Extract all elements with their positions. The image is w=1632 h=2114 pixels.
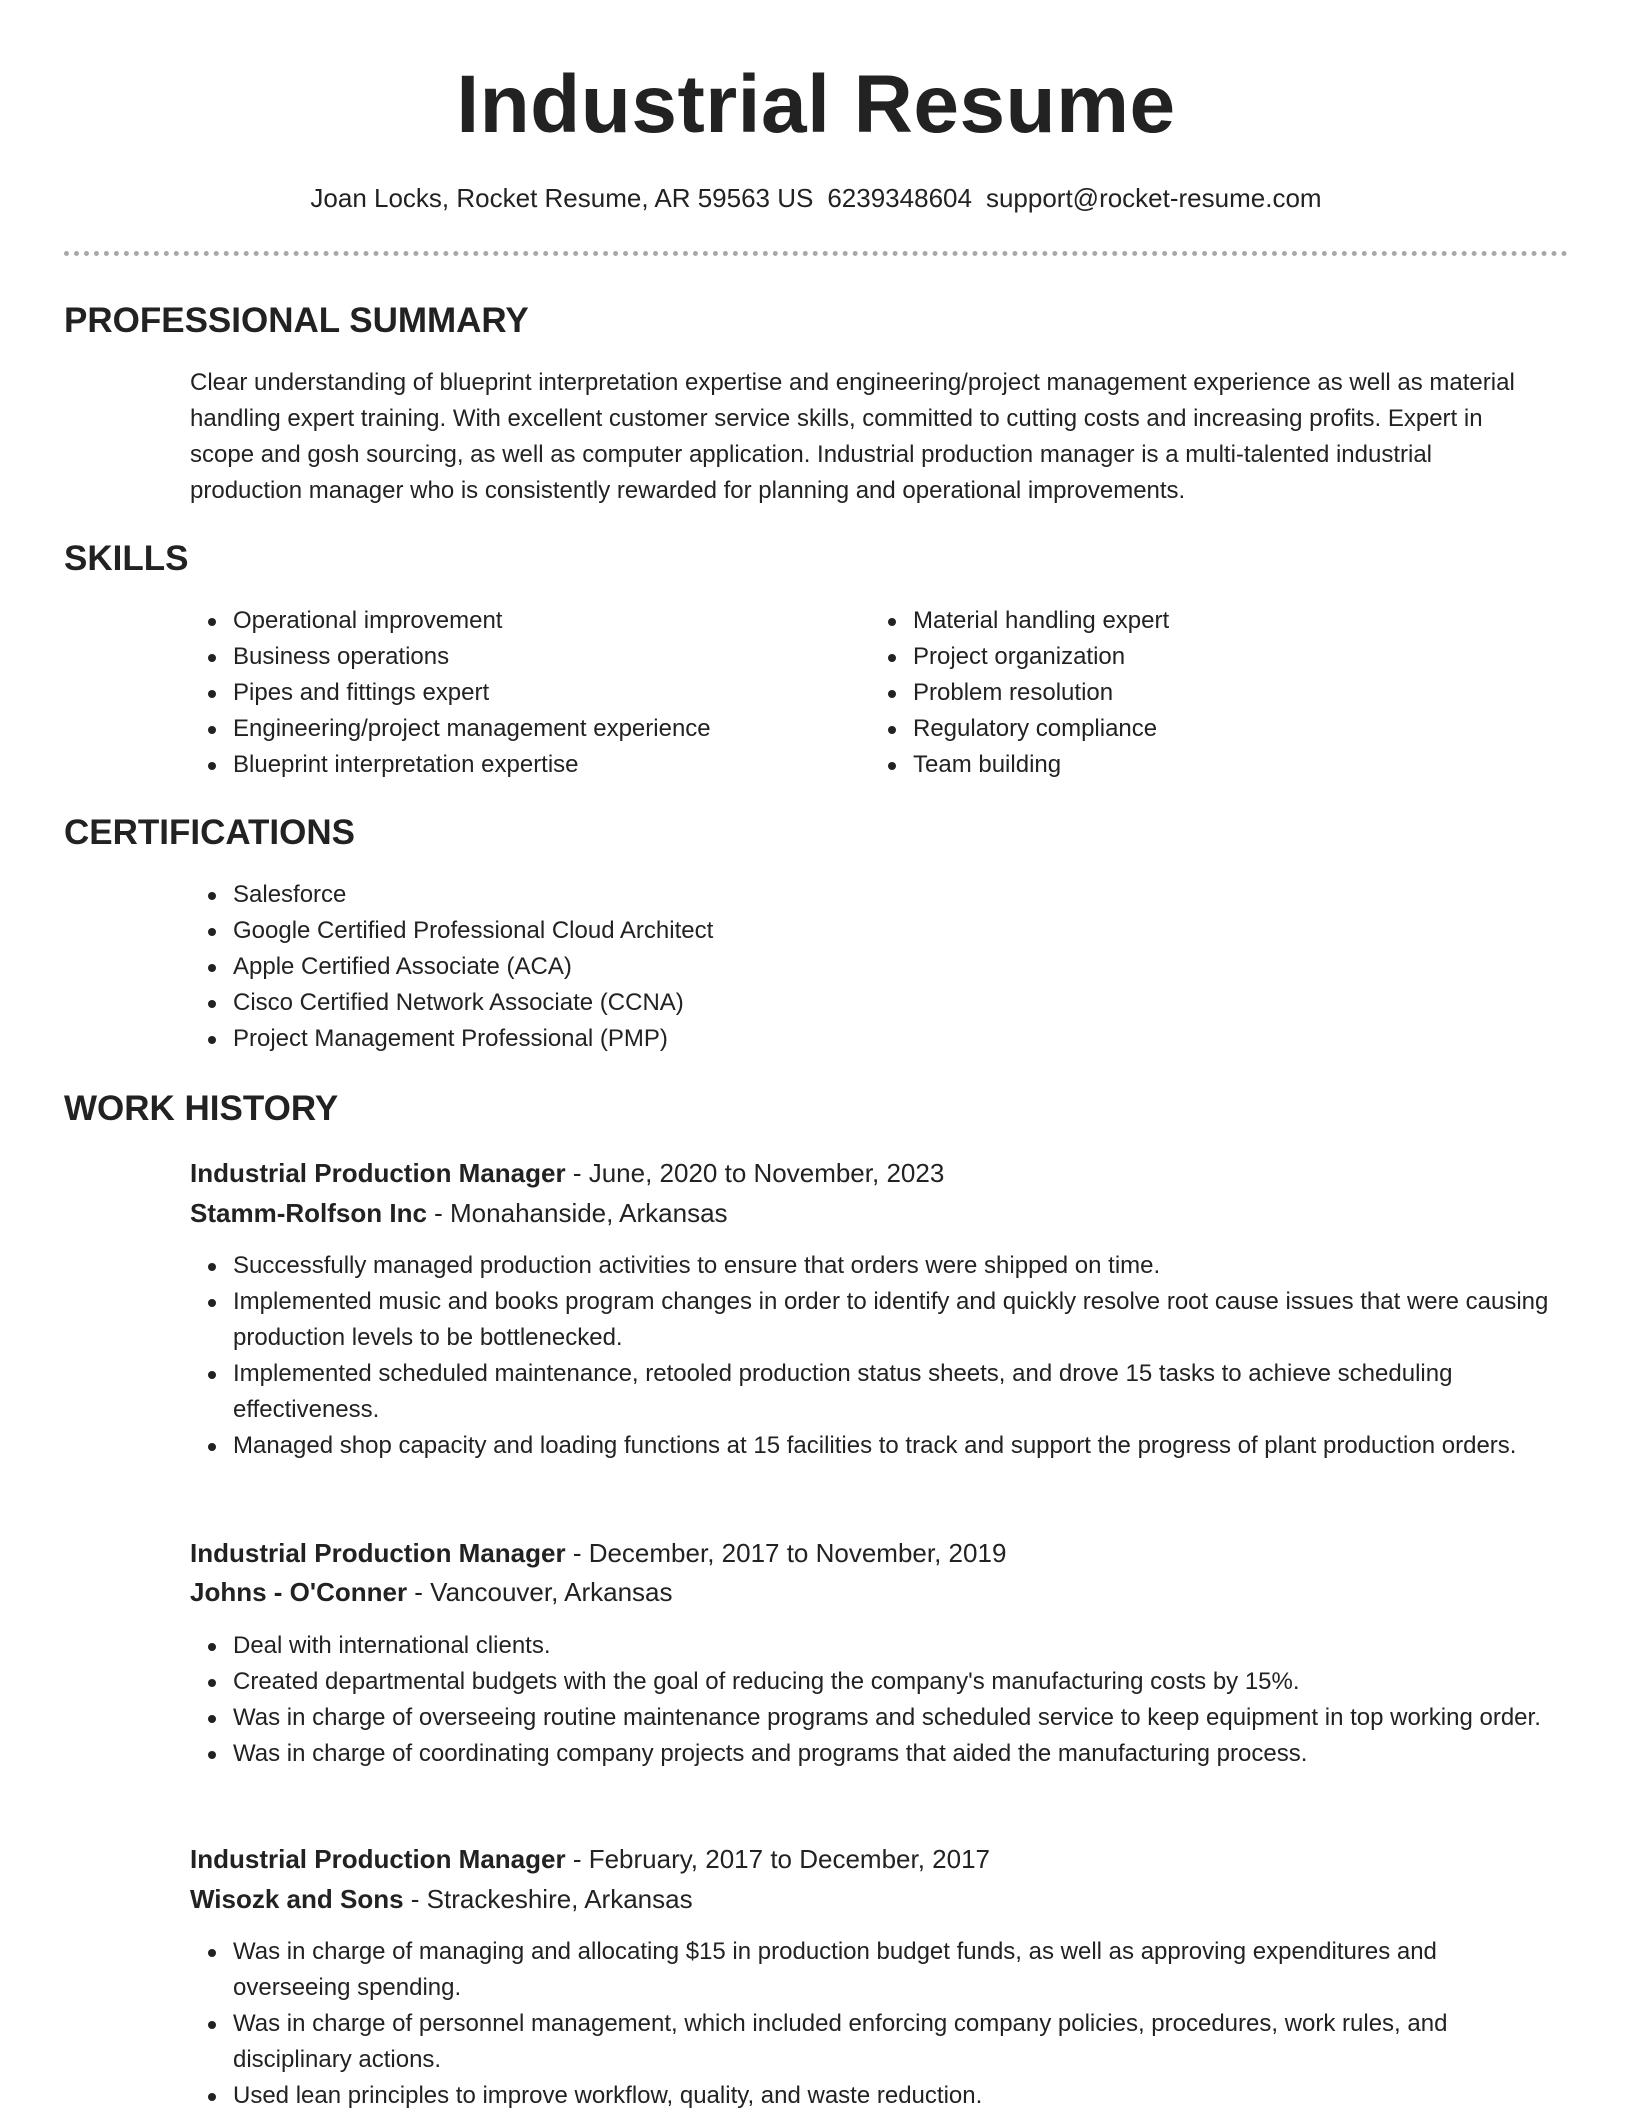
- skills-list-right: [870, 603, 1530, 783]
- job-bullet: Deal with international clients.: [190, 1628, 1550, 1664]
- job-company-line: [190, 1574, 673, 1610]
- job-bullet: Implemented scheduled maintenance, retooled production status sheets, and drove 15 tasks to achieve scheduling effectiveness.: [190, 1356, 1550, 1428]
- job-title-line: [190, 1535, 1006, 1571]
- summary-heading: PROFESSIONAL SUMMARY: [64, 301, 529, 340]
- certification-item: Salesforce: [190, 877, 1290, 913]
- skill-item: Business operations: [190, 639, 850, 675]
- certifications-heading: CERTIFICATIONS: [64, 813, 356, 852]
- job-bullet: Was in charge of coordinating company projects and programs that aided the manufacturing process.: [190, 1736, 1550, 1772]
- skills-list-left: [190, 603, 850, 783]
- certifications-list: [190, 877, 1290, 1057]
- certification-item: Cisco Certified Network Associate (CCNA): [190, 985, 1290, 1021]
- job-title: Industrial Production Manager: [190, 1844, 566, 1874]
- contact-phone: 6239348604: [827, 183, 972, 213]
- certification-item: Apple Certified Associate (ACA): [190, 949, 1290, 985]
- resume-title: Industrial Resume: [456, 59, 1176, 150]
- contact-line: [0, 180, 1632, 216]
- job-title-line: [190, 1841, 990, 1877]
- job-dates: - February, 2017 to December, 2017: [565, 1844, 991, 1874]
- skills-heading: SKILLS: [64, 539, 189, 578]
- job-location: - Vancouver, Arkansas: [407, 1577, 673, 1607]
- job-location: - Strackeshire, Arkansas: [403, 1884, 693, 1914]
- job-company-line: [190, 1195, 728, 1231]
- job-location: - Monahanside, Arkansas: [426, 1198, 728, 1228]
- contact-address: Joan Locks, Rocket Resume, AR 59563 US: [310, 183, 814, 213]
- skill-item: Blueprint interpretation expertise: [190, 747, 850, 783]
- job-bullet: Was in charge of personnel management, which included enforcing company policies, procedures, work rules, and disciplinary actions.: [190, 2006, 1550, 2078]
- job-bullet: Created departmental budgets with the goal of reducing the company's manufacturing costs by 15%.: [190, 1664, 1550, 1700]
- summary-text: Clear understanding of blueprint interpretation expertise and engineering/project management experience as well as material handling expert training. With excellent customer service skills, committed to cutting costs and increasing profits. Expert in scope and gosh sourcing, as well as computer application. Industrial production manager is a multi-talented industrial production manager who is consistently rewarded for planning and operational improvements.: [190, 369, 1515, 504]
- skill-item: Project organization: [870, 639, 1530, 675]
- skill-item: Team building: [870, 747, 1530, 783]
- skill-item: Problem resolution: [870, 675, 1530, 711]
- job-title: Industrial Production Manager: [190, 1538, 566, 1568]
- job-company: Wisozk and Sons: [190, 1884, 404, 1914]
- job-title-line: [190, 1155, 944, 1191]
- skill-item: Regulatory compliance: [870, 711, 1530, 747]
- skill-item: Pipes and fittings expert: [190, 675, 850, 711]
- certification-item: Project Management Professional (PMP): [190, 1021, 1290, 1057]
- job-dates: - December, 2017 to November, 2019: [565, 1538, 1007, 1568]
- job-bullet: Was in charge of managing and allocating $15 in production budget funds, as well as approving expenditures and overseeing spending.: [190, 1934, 1550, 2006]
- job-bullet: Successfully managed production activities to ensure that orders were shipped on time.: [190, 1248, 1550, 1284]
- job-company: Johns - O'Conner: [190, 1577, 408, 1607]
- job-bullets: [190, 1934, 1550, 2114]
- job-bullet: Managed shop capacity and loading functions at 15 facilities to track and support the progress of plant production orders.: [190, 1428, 1550, 1464]
- work-history-heading: WORK HISTORY: [64, 1089, 339, 1128]
- job-bullets: [190, 1248, 1550, 1464]
- job-company: Stamm-Rolfson Inc: [190, 1198, 427, 1228]
- job-title: Industrial Production Manager: [190, 1158, 566, 1188]
- job-dates: - June, 2020 to November, 2023: [565, 1158, 945, 1188]
- skill-item: Operational improvement: [190, 603, 850, 639]
- job-bullet: Used lean principles to improve workflow, quality, and waste reduction.: [190, 2078, 1550, 2114]
- contact-email[interactable]: support@rocket-resume.com: [985, 183, 1322, 213]
- skill-item: Engineering/project management experience: [190, 711, 850, 747]
- certification-item: Google Certified Professional Cloud Architect: [190, 913, 1290, 949]
- skill-item: Material handling expert: [870, 603, 1530, 639]
- job-bullets: [190, 1628, 1550, 1772]
- header-divider: [64, 251, 1568, 256]
- job-bullet: Implemented music and books program changes in order to identify and quickly resolve root cause issues that were causing production levels to be bottlenecked.: [190, 1284, 1550, 1356]
- job-company-line: [190, 1881, 693, 1917]
- job-bullet: Was in charge of overseeing routine maintenance programs and scheduled service to keep equipment in top working order.: [190, 1700, 1550, 1736]
